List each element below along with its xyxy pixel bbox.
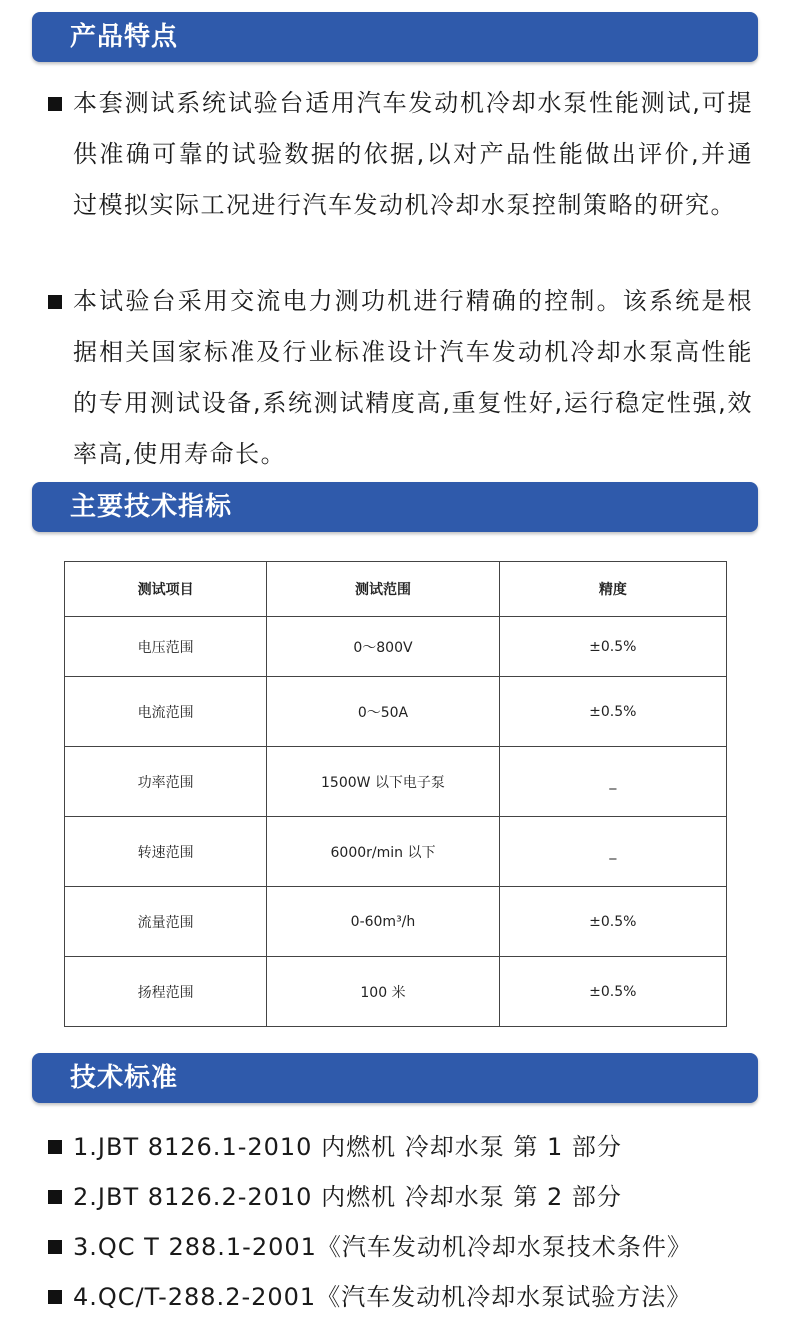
spec-item-cell: 扬程范围: [65, 957, 267, 1027]
spec-item-cell: 电压范围: [65, 617, 267, 677]
standards-section-header: [32, 1053, 758, 1103]
table-row: [65, 887, 727, 957]
specs-section-title: 主要技术指标: [70, 492, 233, 522]
spec-item-cell: 转速范围: [65, 817, 267, 887]
table-row: [65, 957, 727, 1027]
spec-precision-cell: _: [499, 747, 726, 817]
spec-precision-cell: ±0.5%: [499, 887, 726, 957]
spec-table-header-row: [65, 562, 727, 617]
spec-table: [64, 561, 727, 1027]
feature-item-text: 本试验台采用交流电力测功机进行精确的控制。该系统是根据相关国家标准及行业标准设计汽车发动机冷却水泵高性能的专用测试设备,系统测试精度高,重复性好,运行稳定性强,效率高,使用寿命长。: [73, 287, 753, 468]
square-bullet-icon: [48, 1190, 62, 1204]
list-item: [48, 1222, 758, 1272]
spec-precision-cell: _: [499, 817, 726, 887]
standard-text: 2.JBT 8126.2-2010 内燃机 冷却水泵 第 2 部分: [73, 1183, 622, 1211]
standard-text: 3.QC T 288.1-2001《汽车发动机冷却水泵技术条件》: [73, 1233, 692, 1261]
list-item: [48, 1122, 758, 1172]
table-row: [65, 617, 727, 677]
list-item: [48, 1272, 758, 1322]
square-bullet-icon: [48, 1140, 62, 1154]
spec-range-cell: 0～50A: [267, 677, 499, 747]
spec-header-precision: 精度: [499, 562, 726, 617]
spec-item-cell: 电流范围: [65, 677, 267, 747]
square-bullet-icon: [48, 1240, 62, 1254]
spec-header-item: 测试项目: [65, 562, 267, 617]
spec-range-cell: 0-60m³/h: [267, 887, 499, 957]
square-bullet-icon: [48, 97, 62, 111]
spec-item-cell: 功率范围: [65, 747, 267, 817]
spec-item-cell: 流量范围: [65, 887, 267, 957]
standards-list: [48, 1122, 758, 1322]
spec-range-cell: 100 米: [267, 957, 499, 1027]
square-bullet-icon: [48, 1290, 62, 1304]
standard-text: 1.JBT 8126.1-2010 内燃机 冷却水泵 第 1 部分: [73, 1133, 622, 1161]
list-item: [48, 1172, 758, 1222]
spec-precision-cell: ±0.5%: [499, 617, 726, 677]
spec-header-range: 测试范围: [267, 562, 499, 617]
spec-precision-cell: ±0.5%: [499, 957, 726, 1027]
standards-section-title: 技术标准: [70, 1063, 179, 1093]
features-section-header: [32, 12, 758, 62]
feature-item-text: 本套测试系统试验台适用汽车发动机冷却水泵性能测试,可提供准确可靠的试验数据的依据,以对产品性能做出评价,并通过模拟实际工况进行汽车发动机冷却水泵控制策略的研究。: [73, 89, 753, 219]
square-bullet-icon: [48, 295, 62, 309]
table-row: [65, 677, 727, 747]
standard-text: 4.QC/T-288.2-2001《汽车发动机冷却水泵试验方法》: [73, 1283, 692, 1311]
table-row: [65, 747, 727, 817]
spec-range-cell: 1500W 以下电子泵: [267, 747, 499, 817]
table-row: [65, 817, 727, 887]
spec-range-cell: 0～800V: [267, 617, 499, 677]
features-section-title: 产品特点: [70, 22, 179, 52]
spec-precision-cell: ±0.5%: [499, 677, 726, 747]
specs-section-header: [32, 482, 758, 532]
spec-range-cell: 6000r/min 以下: [267, 817, 499, 887]
